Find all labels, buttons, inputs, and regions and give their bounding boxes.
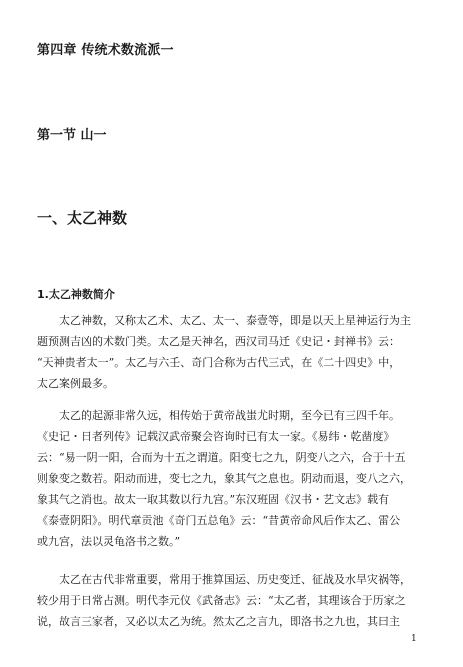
paragraph-line: 题预测吉凶的术数门类。太乙是天神名，西汉司马迁《史记・封禅书》云： [37,335,400,348]
section-title: 第一节 山一 [37,128,107,143]
paragraph-line: 太乙在古代非常重要，常用于推算国运、历史变迁、征战及水旱灾祸等， [37,573,411,586]
subsection-title: 一、太乙神数 [37,209,128,227]
paragraph-line: 则象变之数若。阳动而进，变七之九，象其气之息也。阴动而退，变八之六， [37,472,411,485]
topic-title: 1.太乙神数简介 [37,288,115,301]
paragraph-origin [37,405,425,552]
paragraph-line: 太乙案例最多。 [37,377,114,390]
paragraph-line: 《泰壹阴阳》。明代章贡池《奇门五总龟》云：“昔黄帝命风后作太乙、雷公 [37,514,401,527]
page-number: 1 [411,634,417,644]
paragraph-line: 较少用于日常占测。明代李元仪《武备志》云：“太乙者，其理该合于历家之 [37,594,406,607]
paragraph-intro [37,310,425,394]
paragraph-line: 说，故言三家者，又必以太乙为统。然太乙之言九，即洛书之九也，其曰主 [37,615,400,628]
paragraph-line: 太乙神数，又称太乙术、太乙、太一、泰壹等，即是以天上星神运行为主 [37,314,411,327]
chapter-title: 第四章 传统术数流派一 [37,43,174,58]
paragraph-importance [37,569,425,632]
paragraph-line: 象其气之消也。故太一取其数以行九宫。”东汉班固《汉书・艺文志》载有 [37,493,390,506]
paragraph-line: 《史记・日者列传》记载汉武帝聚会咨询时已有太一家。《易纬・乾凿度》 [37,430,395,443]
paragraph-line: 云：“易一阴一阳，合而为十五之谓道。阳变七之九，阴变八之六，合于十五 [37,451,406,464]
paragraph-line: 或九宫，法以灵龟洛书之数。” [37,535,181,548]
paragraph-line: “天神贵者太一”。太乙与六壬、奇门合称为古代三式，在《二十四史》中， [37,356,401,369]
paragraph-line: 太乙的起源非常久远，相传始于黄帝战蚩尤时期，至今已有三四千年。 [37,409,400,422]
